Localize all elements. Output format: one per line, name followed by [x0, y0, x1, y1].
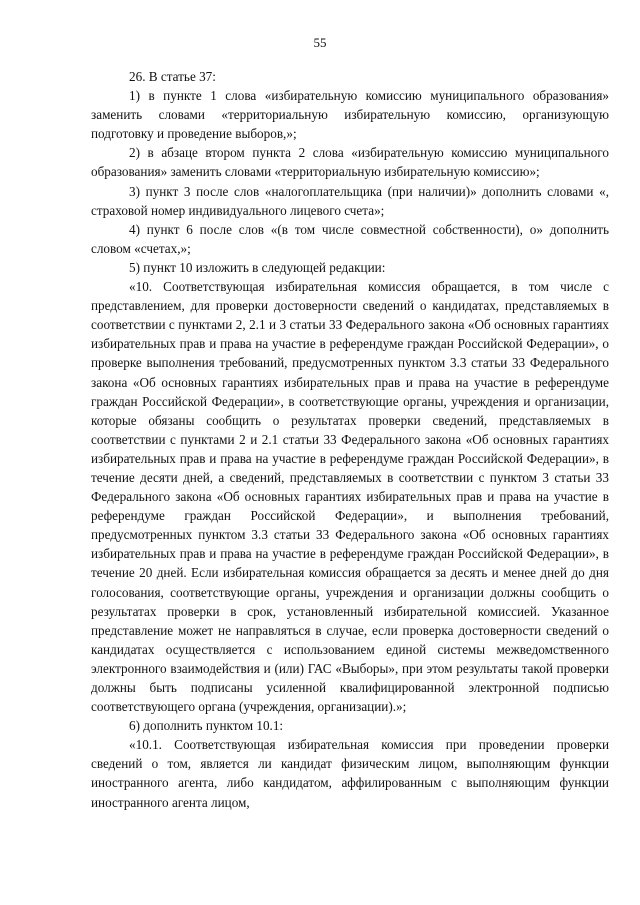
document-body [91, 67, 609, 812]
paragraph-item-5: 5) пункт 10 изложить в следующей редакции: [129, 259, 386, 275]
paragraph-item-6: 6) дополнить пунктом 10.1: [129, 718, 284, 734]
paragraph-item-4: 4) пункт 6 после слов «(в том числе совместной собственности), о» дополнить словом «счетах,»; [91, 221, 609, 256]
paragraph-item-3: 3) пункт 3 после слов «налогоплательщика (при наличии)» дополнить словами «, страховой номер индивидуального лицевого счета»; [91, 183, 609, 218]
paragraph-clause-10: «10. Соответствующая избирательная комиссия обращается, в том числе с представлением, для проверки достоверности сведений о кандидатах, представляемых в соответствии с пунктами 2, 2.1 и 3 статьи 33 Федерального закона «Об основных гарантиях избирательных прав и права на участие в референдуме граждан Российской Федерации», о проверке выполнения требований, предусмотренных пунктом 3.3 статьи 33 Федерального закона «Об основных гарантиях избирательных прав и права на участие в референдуме граждан Российской Федерации», в соответствующие органы, учреждения и организации, которые обязаны сообщить о результатах проверки сведений, представляемых в соответствии с пунктами 2 и 2.1 статьи 33 Федерального закона «Об основных гарантиях избирательных прав и права на участие в референдуме граждан Российской Федерации», в течение десяти дней, а сведений, представляемых в соответствии с пунктом 3 статьи 33 Федерального закона «Об основных гарантиях избирательных прав и права на участие в референдуме граждан Российской Федерации», и выполнения требований, предусмотренных пунктом 3.3 статьи 33 Федерального закона «Об основных гарантиях избирательных прав и права на участие в референдуме граждан Российской Федерации», в течение 20 дней. Если избирательная комиссия обращается за десять и менее дней до дня голосования, соответствующие органы, учреждения и организации должны сообщить о результатах проверки в срок, установленный избирательной комиссией. Указанное представление может не направляться в случае, если проверка достоверности сведений о кандидатах осуществляется с использованием единой системы межведомственного электронного взаимодействия и (или) ГАС «Выборы», при этом результаты такой проверки должны быть подписаны усиленной квалифицированной электронной подписью соответствующего органа (учреждения, организации).»; [91, 279, 609, 715]
page-number: 55 [313, 35, 327, 50]
paragraph-article-heading: 26. В статье 37: [129, 69, 216, 84]
paragraph-item-1: 1) в пункте 1 слова «избирательную комиссию муниципального образования» заменить словами «территориальную избирательную комиссию, организующую подготовку и проведение выборов,»; [91, 88, 609, 142]
paragraph-clause-10-1: «10.1. Соответствующая избирательная комиссия при проведении проверки сведений о том, является ли кандидат физическим лицом, выполняющим функции иностранного агента, либо кандидатом, аффилированным с выполняющим функции иностранного агента лицом, [91, 737, 609, 810]
paragraph-item-2: 2) в абзаце втором пункта 2 слова «избирательную комиссию муниципального образования» заменить словами «территориальную избирательную комиссию»; [91, 145, 609, 180]
